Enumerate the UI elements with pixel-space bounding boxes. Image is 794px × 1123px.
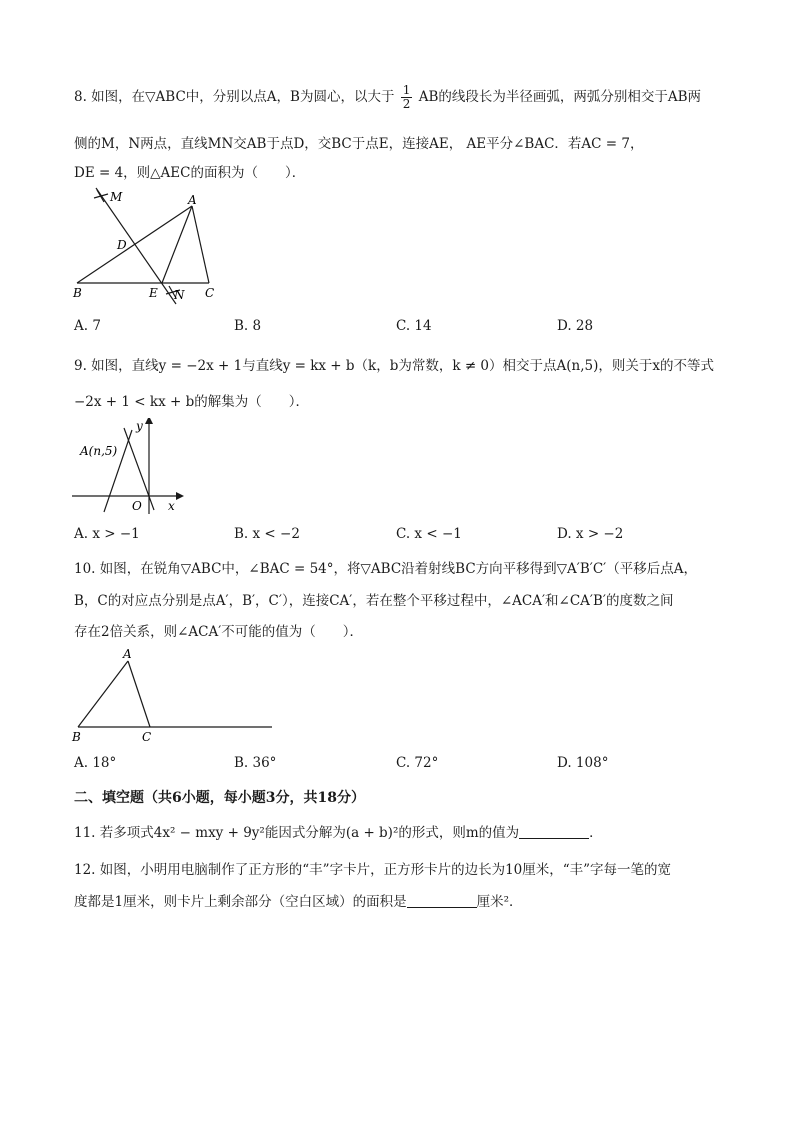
q9-label-a: A(n,5) — [80, 444, 118, 458]
section-2-heading: 二、填空题（共6小题，每小题3分，共18分） — [74, 790, 365, 806]
q11-line — [74, 821, 603, 841]
q10-line-2: B，C的对应点分别是点A′，B′，C′），连接CA′，若在整个平移过程中，∠ACA′和∠CA′B′的度数之间 — [74, 593, 674, 609]
q8-label-c: C — [205, 286, 215, 300]
q10-option-a: A. 18° — [74, 755, 117, 771]
q8-line-mn — [96, 188, 176, 304]
q8-option-c: C. 14 — [396, 318, 432, 334]
q10-segment-ac — [128, 661, 150, 727]
q8-segment-ae — [162, 206, 192, 283]
q11-end: ． — [589, 825, 603, 841]
q10-option-c: C. 72° — [396, 755, 439, 771]
q10-label-b: B — [72, 730, 81, 744]
q9-label-o: O — [132, 499, 142, 513]
q12-line-1: 12. 如图，小明用电脑制作了正方形的“丰”字卡片，正方形卡片的边长为10厘米，“丰”字每一笔的宽 — [74, 862, 672, 878]
q9-option-b: B. x < −2 — [234, 526, 300, 542]
q9-figure — [66, 418, 186, 518]
q8-figure — [66, 186, 226, 311]
q10-label-c: C — [142, 730, 152, 744]
q8-option-a: A. 7 — [74, 318, 101, 334]
q9-line-2-graph — [104, 430, 132, 512]
q10-option-d: D. 108° — [557, 755, 609, 771]
q8-option-d: D. 28 — [557, 318, 594, 334]
q10-figure — [66, 644, 278, 744]
q8-segment-ac — [192, 206, 209, 283]
q9-option-a: A. x > −1 — [74, 526, 140, 542]
q12-line-2 — [74, 890, 523, 910]
q8-fraction — [401, 84, 413, 111]
q10-line-3: 存在2倍关系，则∠ACA′不可能的值为（ ）． — [74, 624, 364, 640]
q9-line-2: −2x + 1 < kx + b的解集为（ ）． — [74, 394, 309, 410]
q9-option-c: C. x < −1 — [396, 526, 462, 542]
q11-text: 11. 若多项式4x² − mxy + 9y²能因式分解为(a + b)²的形式，则m的值为 — [74, 825, 520, 841]
q11-answer-blank[interactable] — [519, 824, 589, 839]
q8-label-e: E — [149, 286, 158, 300]
q12-line-2-unit: 厘米²． — [476, 894, 523, 910]
q8-line-1-part-b: AB的线段长为半径画弧，两弧分别相交于AB两 — [418, 89, 702, 105]
q8-line-1 — [74, 84, 701, 111]
q9-x-arrow — [176, 492, 184, 500]
q10-option-b: B. 36° — [234, 755, 277, 771]
q8-line-3: DE = 4，则△AEC的面积为（ ）． — [74, 165, 306, 181]
q8-label-d: D — [117, 238, 127, 252]
q9-option-d: D. x > −2 — [557, 526, 624, 542]
q8-option-b: B. 8 — [234, 318, 262, 334]
q10-label-a: A — [123, 647, 132, 661]
q10-segment-ab — [78, 661, 128, 727]
q8-line-2: 侧的M，N两点，直线MN交AB于点D，交BC于点E，连接AE， AE平分∠BAC．若AC = 7， — [74, 136, 644, 152]
q8-label-a: A — [188, 193, 197, 207]
q8-label-m: M — [110, 190, 123, 204]
q9-label-y: y — [136, 419, 143, 433]
q9-line-1: 9. 如图，直线y = −2x + 1与直线y = kx + b（k，b为常数，k ≠ 0）相交于点A(n,5)，则关于x的不等式 — [74, 358, 714, 374]
q8-fraction-denominator: 2 — [402, 97, 411, 111]
q8-label-b: B — [73, 286, 82, 300]
q12-line-2-text: 度都是1厘米，则卡片上剩余部分（空白区域）的面积是 — [74, 894, 407, 910]
q10-line-1: 10. 如图，在锐角▽ABC中，∠BAC = 54°，将▽ABC沿着射线BC方向平移得到▽A′B′C′（平移后点A， — [74, 561, 697, 577]
q9-label-x: x — [168, 499, 175, 513]
q8-label-n: N — [174, 288, 185, 302]
q8-fraction-numerator: 1 — [402, 83, 411, 97]
q9-y-arrow — [145, 418, 153, 424]
q12-answer-blank[interactable] — [407, 893, 477, 908]
q8-line-1-part-a: 8. 如图，在▽ABC中，分别以点A，B为圆心，以大于 — [74, 89, 395, 105]
